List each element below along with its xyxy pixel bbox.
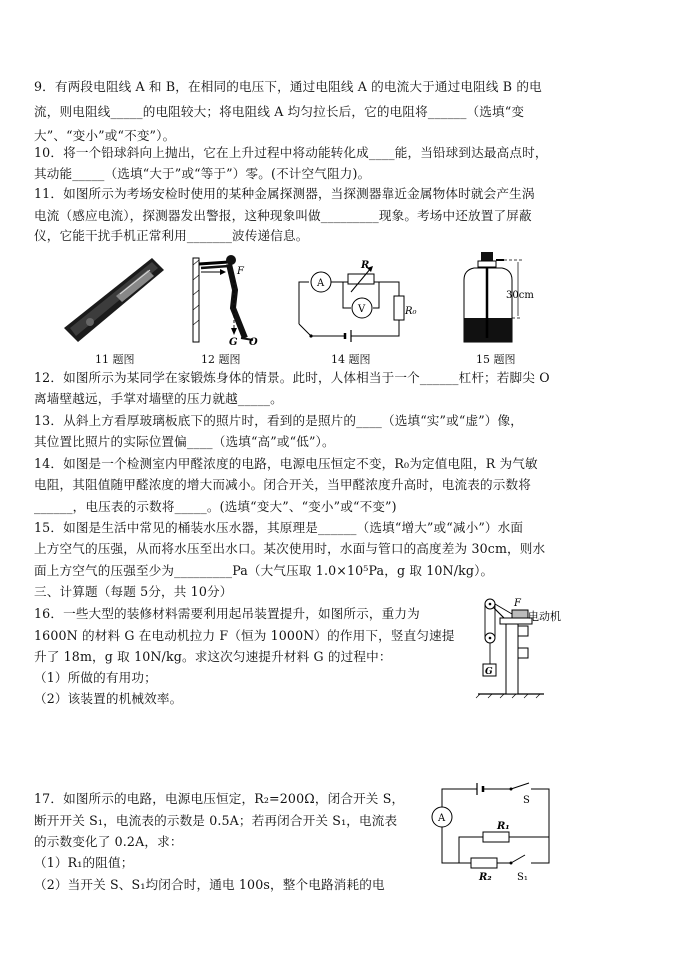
q16-line-1: 16．一些大型的装修材料需要利用起吊装置提升，如图所示，重力为: [34, 606, 420, 621]
q9-line-3: 大”、“变小”或“不变”）。: [34, 128, 176, 143]
fig12-label-o: O: [249, 337, 258, 348]
fig16-crane: [470, 594, 580, 699]
fig16-label-f: F: [514, 598, 521, 609]
q17-line-3: 的示数变化了 0.2A，求：: [34, 834, 183, 849]
fig17-r1-label: R₁: [497, 821, 510, 832]
fig14-ammeter-label: A: [317, 278, 325, 289]
fig17-s-label: S: [523, 795, 530, 806]
q14-line-1: 14．如图是一个检测室内甲醛浓度的电路，电源电压恒定不变，R₀为定值电阻，R 为气敏: [34, 456, 538, 471]
q16-line-2: 1600N 的材料 G 在电动机拉力 F（恒为 1000N）的作用下，竖直匀速提: [34, 628, 455, 643]
q12-line-1: 12．如图所示为某同学在家锻炼身体的情景。此时，人体相当于一个______杠杆；若脚尖 O: [34, 370, 550, 385]
caption-fig11: 11 题图: [95, 353, 135, 366]
q16-line-5: （2）该装置的机械效率。: [34, 691, 183, 706]
q15-line-2: 上方空气的压强，从而将水压至出水口。某次使用时，水面与管口的高度差为 30cm，则水: [34, 541, 546, 556]
q15-line-3: 面上方空气的压强至少为_________Pa（大气压取 1.0×10⁵Pa，g 取 10N/kg）。: [34, 563, 494, 578]
fig15-height-label: 30cm: [506, 290, 534, 301]
q9-line-1: 9．有两段电阻线 A 和 B，在相同的电压下，通过电阻线 A 的电流大于通过电阻线 B 的电: [34, 79, 542, 94]
fig12-label-g: G: [229, 337, 238, 348]
caption-fig14: 14 题图: [331, 353, 371, 366]
fig16-label-motor: 电动机: [528, 610, 561, 623]
fig12-label-f: F: [237, 266, 244, 277]
caption-fig12: 12 题图: [201, 353, 241, 366]
fig11-metal-detector: [60, 250, 170, 345]
q17-line-2: 断开开关 S₁，电流表的示数是 0.5A；若再闭合开关 S₁，电流表: [34, 813, 398, 828]
q17-line-5: （2）当开关 S、S₁均闭合时，通电 100s，整个电路消耗的电: [34, 877, 385, 892]
fig16-label-g: G: [485, 667, 493, 677]
q15-line-1: 15．如图是生活中常见的桶装水压水器，其原理是______（选填“增大”或“减小”）水面: [34, 520, 524, 535]
q11-line-1: 11．如图所示为考场安检时使用的某种金属探测器，当探测器靠近金属物体时就会产生涡: [34, 186, 535, 201]
q13-line-1: 13．从斜上方看厚玻璃板底下的照片时，看到的是照片的____（选填“实”或“虚”）像，: [34, 413, 524, 428]
caption-fig15: 15 题图: [476, 353, 516, 366]
q16-line-4: （1）所做的有用功；: [34, 670, 157, 685]
fig17-circuit: [425, 783, 555, 883]
fig17-ammeter-label: A: [438, 813, 446, 824]
fig17-r2-label: R₂: [479, 872, 492, 883]
q9-line-2: 流，则电阻线_____的电阻较大；将电阻线 A 均匀拉长后，它的电阻将______（选填“变: [34, 104, 525, 119]
q17-line-1: 17．如图所示的电路，电源电压恒定，R₂=200Ω，闭合开关 S，: [34, 791, 405, 806]
fig15-water-pump: [452, 250, 542, 345]
q14-line-2: 电阻，其阻值随甲醛浓度的增大而减小。闭合开关，当甲醛浓度升高时，电流表的示数将: [34, 477, 532, 492]
section3-heading: 三、计算题（每题 5分，共 10分）: [34, 584, 233, 599]
q13-line-2: 其位置比照片的实际位置偏____（选填“高”或“低”）。: [34, 434, 335, 449]
q14-line-3: ______，电压表的示数将_____。(选填“变大”、“变小”或“不变”): [34, 499, 397, 514]
q12-line-2: 离墙壁越远，手掌对墙壁的压力就越_____。: [34, 391, 283, 406]
q10-line-1: 10．将一个铅球斜向上抛出，它在上升过程中将动能转化成____能，当铅球到达最高点时，: [34, 145, 548, 160]
fig14-voltmeter-label: V: [358, 304, 366, 315]
fig14-r0-label: R₀: [405, 306, 417, 317]
q11-line-3: 仪，它能干扰手机正常利用_______波传递信息。: [34, 228, 309, 243]
q11-line-2: 电流（感应电流），探测器发出警报，这种现象叫做_________现象。考场中还放置了屏蔽: [34, 208, 532, 223]
q10-line-2: 其动能_____（选填“大于”或“等于”）零。(不计空气阻力)。: [34, 166, 371, 181]
fig12-wall-push: [193, 250, 268, 348]
q17-line-4: （1）R₁的阻值；: [34, 855, 134, 870]
fig17-s1-label: S₁: [517, 872, 528, 883]
fig14-r-label: R: [361, 260, 370, 271]
q16-line-3: 升了 18m，g 取 10N/kg。求这次匀速提升材料 G 的过程中：: [34, 649, 392, 664]
fig14-circuit: [293, 258, 417, 343]
